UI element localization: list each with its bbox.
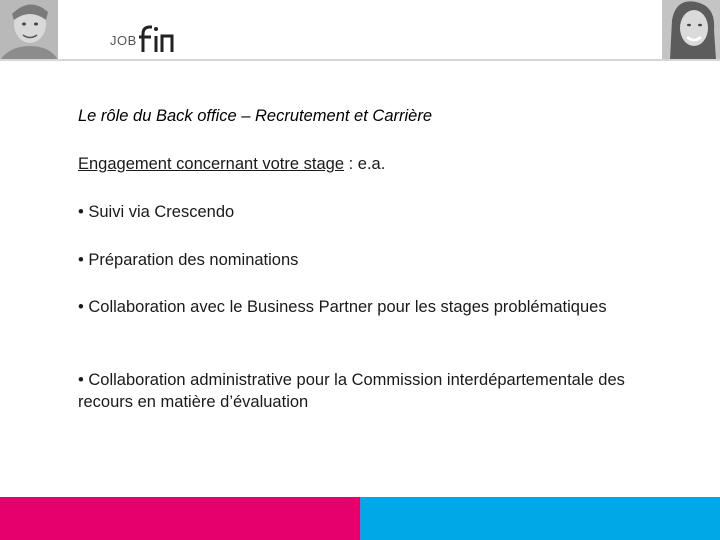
portrait-photo-woman [662,0,720,60]
subtitle-suffix: : e.a. [344,155,386,173]
bullet-item: • Préparation des nominations [78,251,299,269]
header-divider [0,59,720,61]
footer-band-pink [0,497,360,540]
logo-fin-mark [139,24,175,54]
footer-band-blue [360,497,720,540]
bullet-item: • Collaboration avec le Business Partner pour les stages problématiques [78,298,607,316]
portrait-photo-man [0,0,58,60]
subtitle-underlined: Engagement concernant votre stage [78,155,345,173]
slide-subtitle [78,155,385,174]
bullet-item: • Suivi via Crescendo [78,203,235,221]
bullet-item: • Collaboration administrative pour la Commission interdépartementale des recours en matière d’évaluation [78,371,625,411]
header-bar [0,0,720,60]
logo-job-text: JOB [110,33,137,48]
slide-title: Le rôle du Back office – Recrutement et Carrière [78,107,433,125]
jobfin-logo [110,14,175,54]
